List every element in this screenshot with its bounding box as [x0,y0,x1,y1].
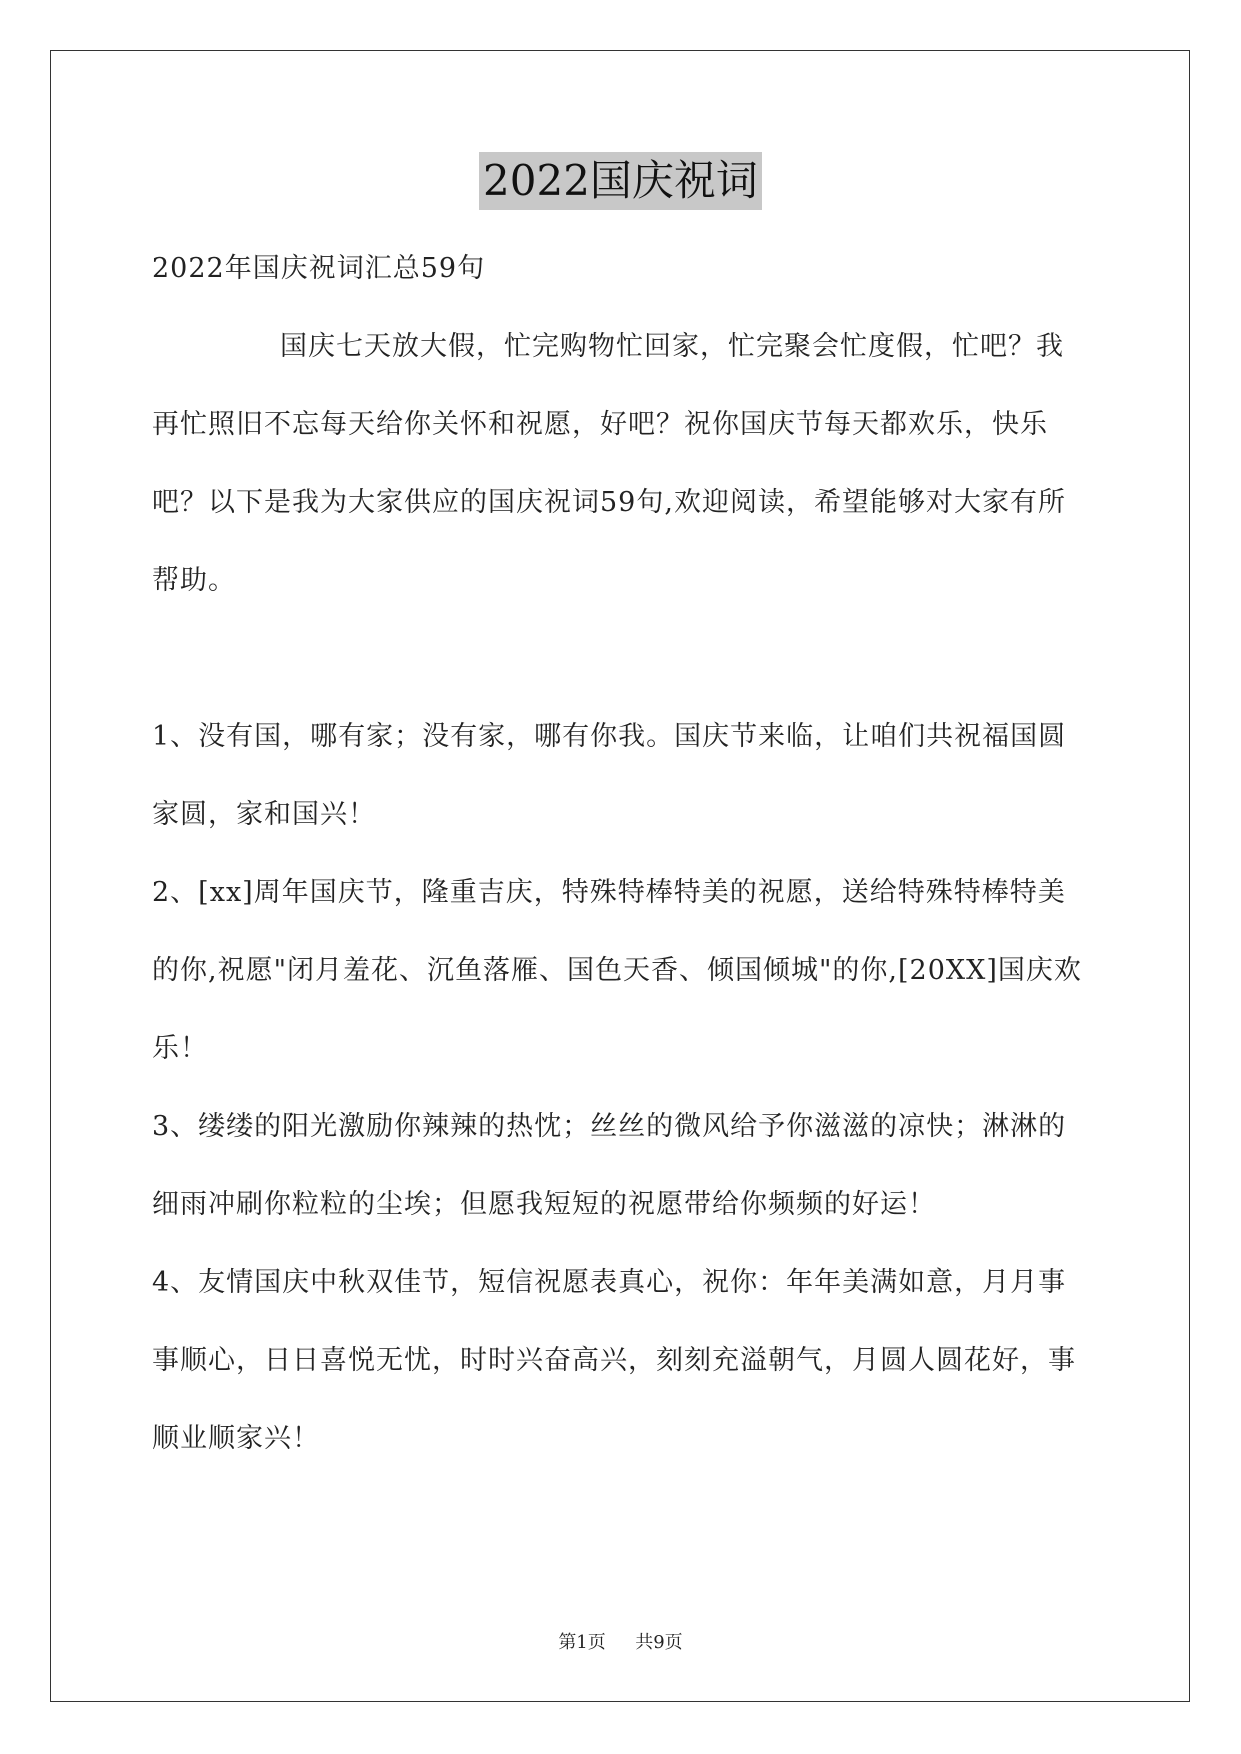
list-item: 3、缕缕的阳光激励你辣辣的热忱；丝丝的微风给予你滋滋的凉快；淋淋的细雨冲刷你粒粒的尘埃；但愿我短短的祝愿带给你频频的好运！ [152,1111,1067,1220]
page-footer [0,1628,1241,1654]
page-total: 共9页 [635,1632,683,1653]
intro-paragraph: 国庆七天放大假，忙完购物忙回家，忙完聚会忙度假，忙吧？我再忙照旧不忘每天给你关怀和祝愿，好吧？祝你国庆节每天都欢乐，快乐吧？以下是我为大家供应的国庆祝词59句,欢迎阅读，希望能够对大家有所帮助。 [152,331,1066,596]
page-number: 第1页 [558,1632,606,1653]
list-item: 1、没有国，哪有家；没有家，哪有你我。国庆节来临，让咱们共祝福国圆家圆，家和国兴！ [152,721,1067,830]
document-title: 2022国庆祝词 [479,152,762,210]
document-subtitle: 2022年国庆祝词汇总59句 [152,253,486,284]
title-container [0,152,1241,210]
list-item: 2、[xx]周年国庆节，隆重吉庆，特殊特棒特美的祝愿，送给特殊特棒特美的你,祝愿"闭月羞花、沉鱼落雁、国色天香、倾国倾城"的你,[20XX]国庆欢乐！ [152,877,1082,1064]
document-body [152,230,1087,1478]
paragraph-spacer [152,620,1087,698]
list-item: 4、友情国庆中秋双佳节，短信祝愿表真心，祝你：年年美满如意，月月事事顺心，日日喜悦无忧，时时兴奋高兴，刻刻充溢朝气，月圆人圆花好，事顺业顺家兴！ [152,1267,1076,1454]
